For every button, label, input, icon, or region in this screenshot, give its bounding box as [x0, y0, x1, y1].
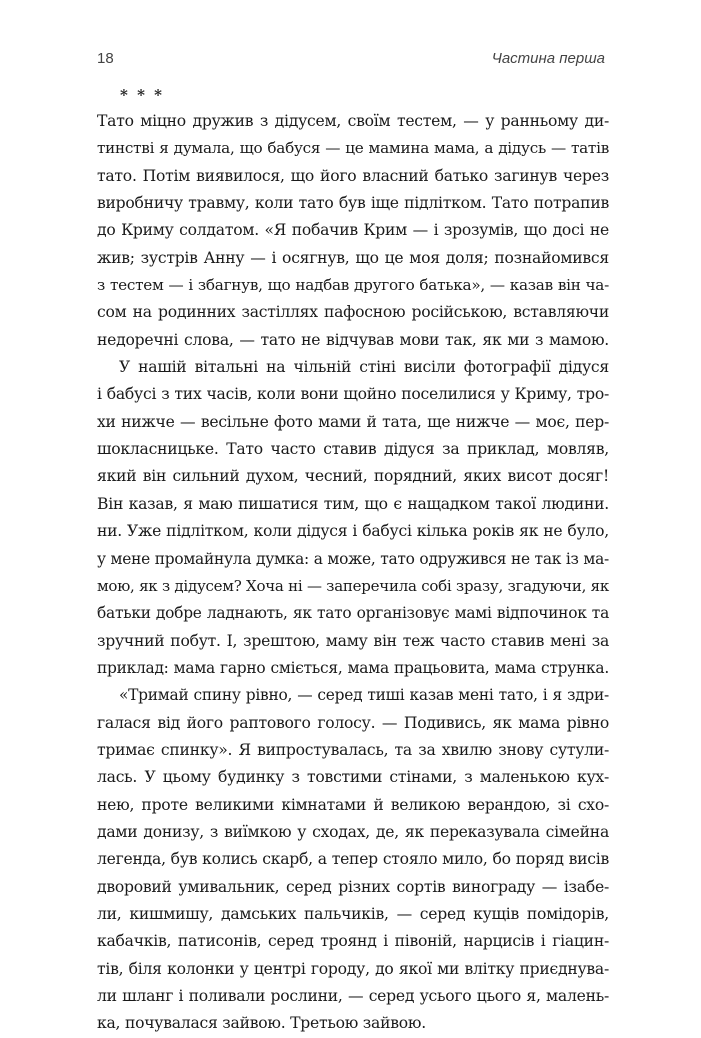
- running-head: [97, 50, 605, 74]
- text-line: у мене промайнула думка: а може, тато одружився не так із ма-: [97, 549, 609, 568]
- text-line: Тато міцно дружив з дідусем, своїм тестем, — у ранньому ди-: [97, 112, 609, 130]
- text-line: ка, почувалася зайвою. Третьою зайвою.: [97, 1014, 426, 1033]
- text-line: дами донизу, з виїмкою у сходах, де, як переказувала сімейна: [97, 822, 609, 841]
- text-line: який він сильний духом, чесний, порядний, яких висот досяг!: [97, 467, 609, 486]
- text-line: і бабусі з тих часів, коли вони щойно поселилися у Криму, тро-: [97, 385, 609, 404]
- text-line: мою, як з дідусем? Хоча ні — заперечила собі зразу, згадуючи, як: [97, 576, 609, 595]
- text-line: кабачків, патисонів, серед троянд і півоній, нарцисів і гіацин-: [97, 932, 609, 951]
- body-text: [97, 108, 609, 1038]
- text-line: з тестем — і збагнув, що надбав другого батька», — казав він ча-: [97, 276, 609, 295]
- text-line: сом на родинних застіллях пафосною російською, вставляючи: [97, 303, 609, 322]
- text-line: «Тримай спину рівно, — серед тиші казав мені тато, і я здри-: [119, 686, 609, 705]
- section-separator: * * *: [120, 86, 164, 104]
- text-line: ни. Уже підлітком, коли дідуся і бабусі кілька років як не було,: [97, 522, 609, 541]
- text-line: приклад: мама гарно сміється, мама працьовита, мама струнка.: [97, 658, 609, 677]
- text-line: виробничу травму, коли тато був іще підлітком. Тато потрапив: [97, 194, 609, 213]
- page-number: 18: [97, 50, 114, 67]
- text-line: до Криму солдатом. «Я побачив Крим — і зрозумів, що досі не: [97, 221, 609, 240]
- text-line: галася від його раптового голосу. — Подивись, як мама рівно: [97, 713, 609, 732]
- text-line: нею, проте великими кімнатами й великою верандою, зі схо-: [97, 795, 609, 814]
- text-line: ли шланг і поливали рослини, — серед усього цього я, малень-: [97, 987, 609, 1005]
- text-line: зручний побут. І, зрештою, маму він теж часто ставив мені за: [97, 631, 609, 650]
- text-line: тів, біля колонки у центрі городу, до якої ми влітку приєднува-: [97, 959, 609, 978]
- text-line: хи нижче — весільне фото мами й тата, ще нижче — моє, пер-: [97, 412, 609, 431]
- text-line: батьки добре ладнають, як тато організовує мамі відпочинок та: [97, 604, 609, 623]
- text-line: недоречні слова, — тато не відчував мови так, як ми з мамою.: [97, 330, 609, 349]
- text-line: Він казав, я маю пишатися тим, що є нащадком такої людини.: [97, 494, 609, 513]
- text-line: тато. Потім виявилося, що його власний батько загинув через: [97, 166, 609, 185]
- text-line: легенда, був колись скарб, а тепер стояло мило, бо поряд висів: [97, 850, 609, 869]
- text-line: тримає спинку». Я випростувалась, та за хвилю знову сутули-: [97, 740, 609, 759]
- section-title: Частина перша: [491, 50, 605, 67]
- text-line: шокласницьке. Тато часто ставив дідуся за приклад, мовляв,: [97, 440, 609, 459]
- text-line: жив; зустрів Анну — і осягнув, що це моя доля; познайомився: [97, 248, 609, 267]
- text-line: дворовий умивальник, серед різних сортів винограду — ізабе-: [97, 877, 609, 896]
- text-line: ли, кишмишу, дамських пальчиків, — серед кущів помідорів,: [97, 904, 609, 923]
- text-line: У нашій вітальні на чільній стіні висіли фотографії дідуся: [119, 358, 609, 377]
- text-line: лась. У цьому будинку з товстими стінами, з маленькою кух-: [97, 768, 609, 787]
- text-line: тинстві я думала, що бабуся — це мамина мама, а дідусь — татів: [97, 139, 609, 158]
